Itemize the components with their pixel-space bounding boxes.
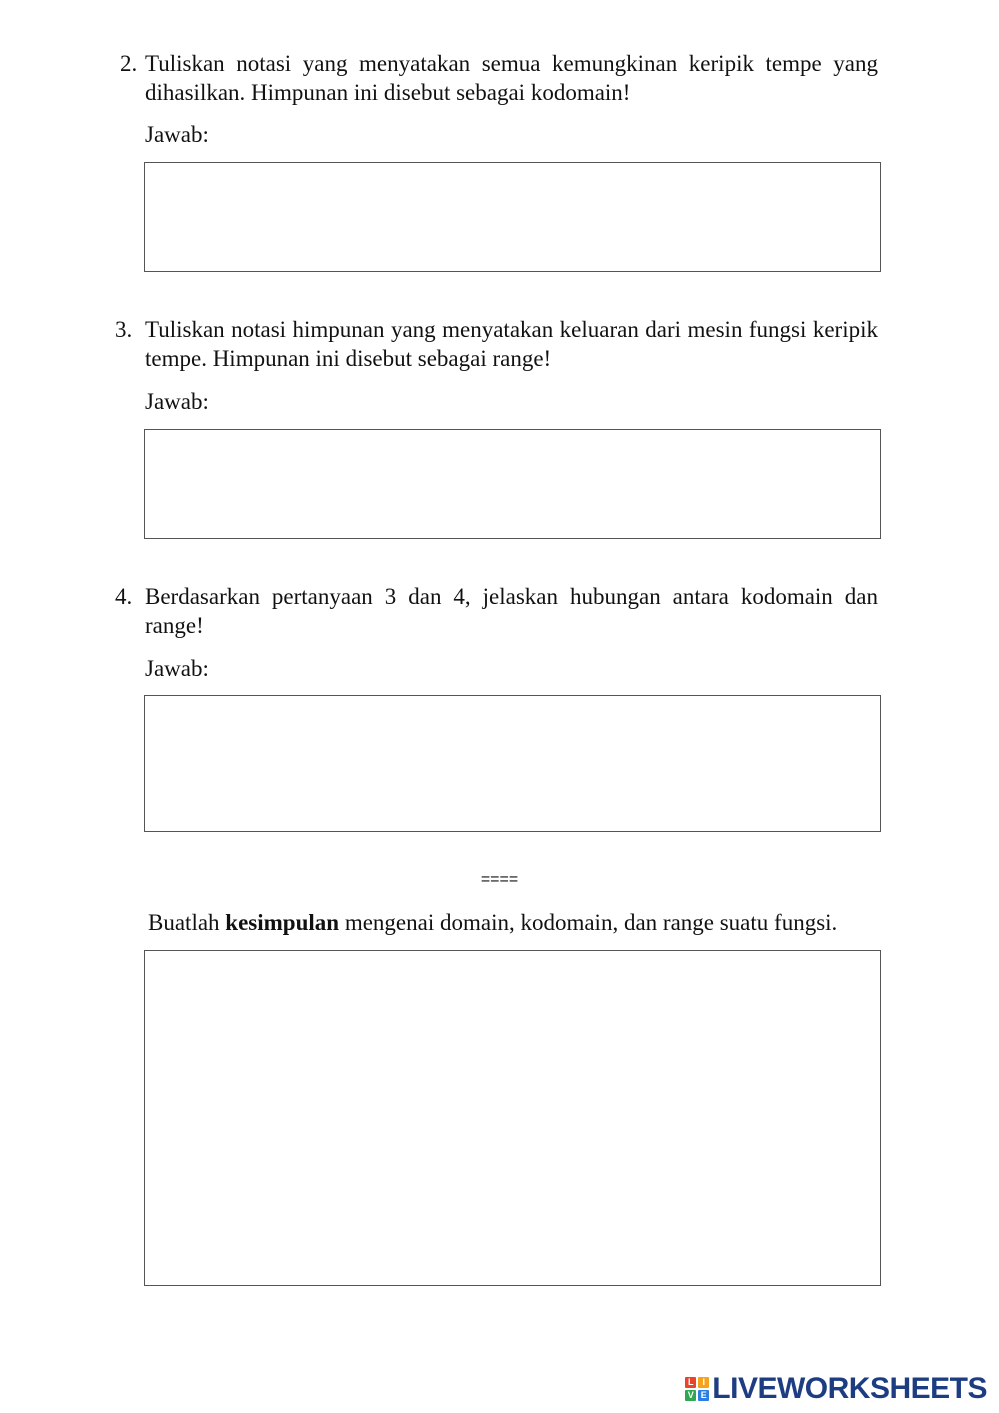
logo-mark-letter: L [685,1377,696,1388]
answer-label: Jawab: [145,389,209,414]
logo-mark-letter: E [698,1390,709,1401]
logo-mark-letter: I [698,1377,709,1388]
conclusion-prefix: Buatlah [148,910,226,935]
section-separator: ==== [480,871,519,888]
question-text: Berdasarkan pertanyaan 3 dan 4, jelaskan hubungan antara kodomain dan range! [145,584,878,638]
question-number: 4. [115,584,133,609]
answer-box-q3[interactable] [144,429,881,539]
answer-label: Jawab: [145,656,209,681]
logo-mark-letter: V [685,1390,696,1401]
question-text: Tuliskan notasi himpunan yang menyatakan keluaran dari mesin fungsi keripik tempe. Himpunan ini disebut sebagai range! [145,317,878,371]
question-number: 2. [120,51,138,76]
logo-mark-icon [685,1377,709,1401]
conclusion-prompt [148,908,837,937]
question-text: Tuliskan notasi yang menyatakan semua kemungkinan keripik tempe yang dihasilkan. Himpunan ini disebut sebagai kodomain! [145,51,878,105]
answer-box-q2[interactable] [144,162,881,272]
answer-box-q4[interactable] [144,695,881,832]
logo-text: LIVEWORKSHEETS [712,1372,987,1405]
answer-box-conclusion[interactable] [144,950,881,1286]
answer-label: Jawab: [145,122,209,147]
liveworksheets-logo [685,1373,987,1405]
conclusion-suffix: mengenai domain, kodomain, dan range suatu fungsi. [339,910,838,935]
conclusion-bold: kesimpulan [225,910,340,935]
question-number: 3. [115,317,133,342]
